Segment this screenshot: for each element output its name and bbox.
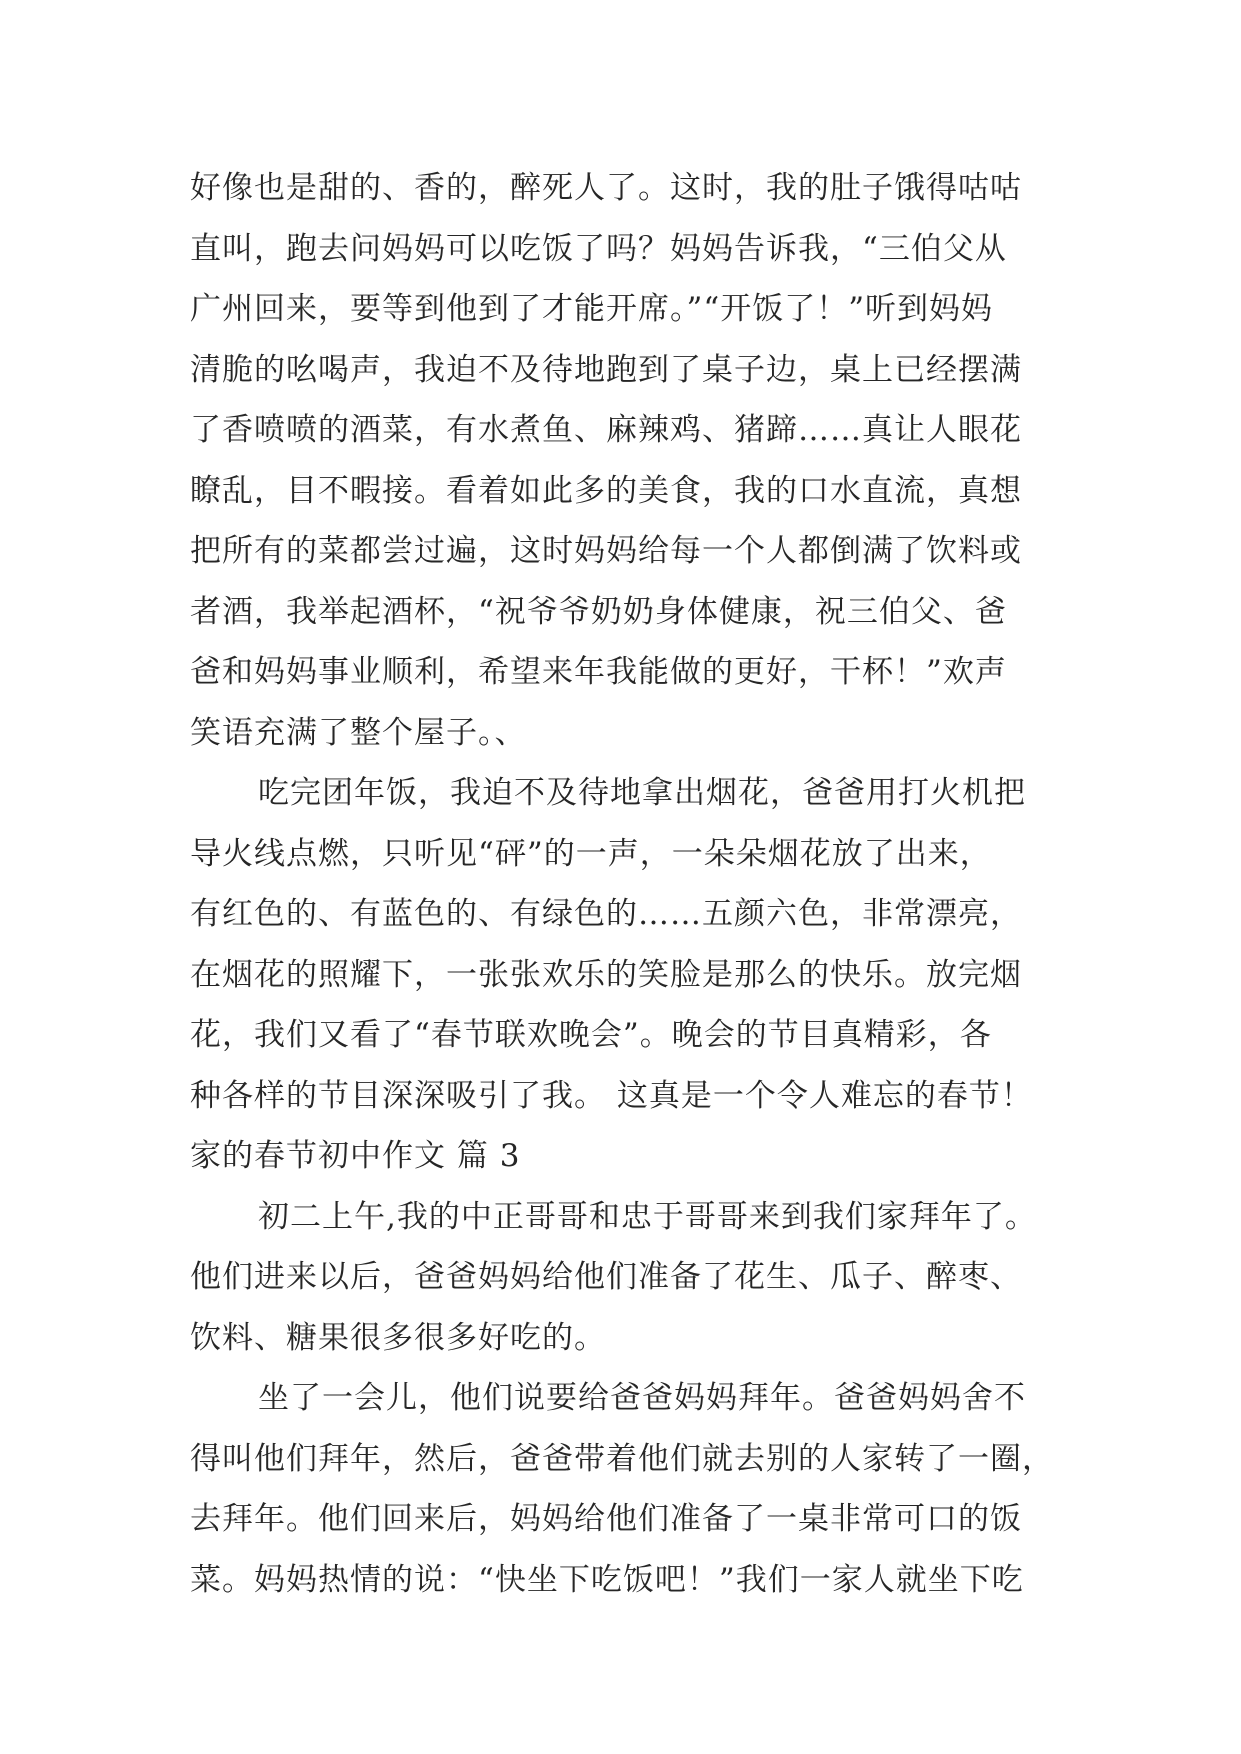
text-line: 饮料、糖果很多很多好吃的。: [190, 1319, 606, 1356]
text-line: 他们进来以后，爸爸妈妈给他们准备了花生、瓜子、醉枣、: [190, 1259, 1022, 1295]
text-line: 了香喷喷的酒菜，有水煮鱼、麻辣鸡、猪蹄……真让人眼花: [190, 412, 1022, 448]
text-line: 种各样的节目深深吸引了我。 这真是一个令人难忘的春节！: [190, 1077, 1033, 1114]
text-line: 花，我们又看了“春节联欢晚会”。晚会的节目真精彩，各: [190, 1017, 992, 1053]
text-line: 菜。妈妈热情的说：“快坐下吃饭吧！”我们一家人就坐下吃: [190, 1561, 1024, 1598]
text-line: 清脆的吆喝声，我迫不及待地跑到了桌子边，桌上已经摆满: [190, 351, 1022, 388]
paragraph-start-line: 吃完团年饭，我迫不及待地拿出烟花，爸爸用打火机把: [258, 775, 1026, 811]
text-line: 瞭乱，目不暇接。看着如此多的美食，我的口水直流，真想: [190, 472, 1022, 509]
essay-text: [190, 158, 1060, 1610]
text-line: 者酒，我举起酒杯，“祝爷爷奶奶身体健康，祝三伯父、爸: [190, 593, 1007, 630]
text-line: 在烟花的照耀下，一张张欢乐的笑脸是那么的快乐。放完烟: [190, 956, 1022, 993]
text-line: 爸和妈妈事业顺利，希望来年我能做的更好，干杯！”欢声: [190, 654, 1007, 690]
text-line: 有红色的、有蓝色的、有绿色的……五颜六色，非常漂亮，: [190, 896, 1022, 932]
section-heading: 家的春节初中作文 篇 3: [190, 1138, 521, 1174]
text-line: 去拜年。他们回来后，妈妈给他们准备了一桌非常可口的饭: [190, 1501, 1022, 1537]
paragraph-start-line: 初二上午,我的中正哥哥和忠于哥哥来到我们家拜年了。: [258, 1198, 1037, 1235]
text-line: 直叫，跑去问妈妈可以吃饭了吗？妈妈告诉我，“三伯父从: [190, 230, 1007, 267]
text-line: 笑语充满了整个屋子。、: [190, 714, 527, 751]
text-line: 得叫他们拜年，然后，爸爸带着他们就去别的人家转了一圈，: [190, 1440, 1054, 1477]
text-line: 广州回来，要等到他到了才能开席。”“开饭了！”听到妈妈: [190, 291, 994, 327]
text-line: 导火线点燃，只听见“砰”的一声，一朵朵烟花放了出来，: [190, 835, 992, 872]
text-line: 把所有的菜都尝过遍，这时妈妈给每一个人都倒满了饮料或: [190, 533, 1022, 569]
text-line: 好像也是甜的、香的，醉死人了。这时，我的肚子饿得咕咕: [190, 170, 1022, 206]
paragraph-start-line: 坐了一会儿，他们说要给爸爸妈妈拜年。爸爸妈妈舍不: [258, 1380, 1026, 1416]
